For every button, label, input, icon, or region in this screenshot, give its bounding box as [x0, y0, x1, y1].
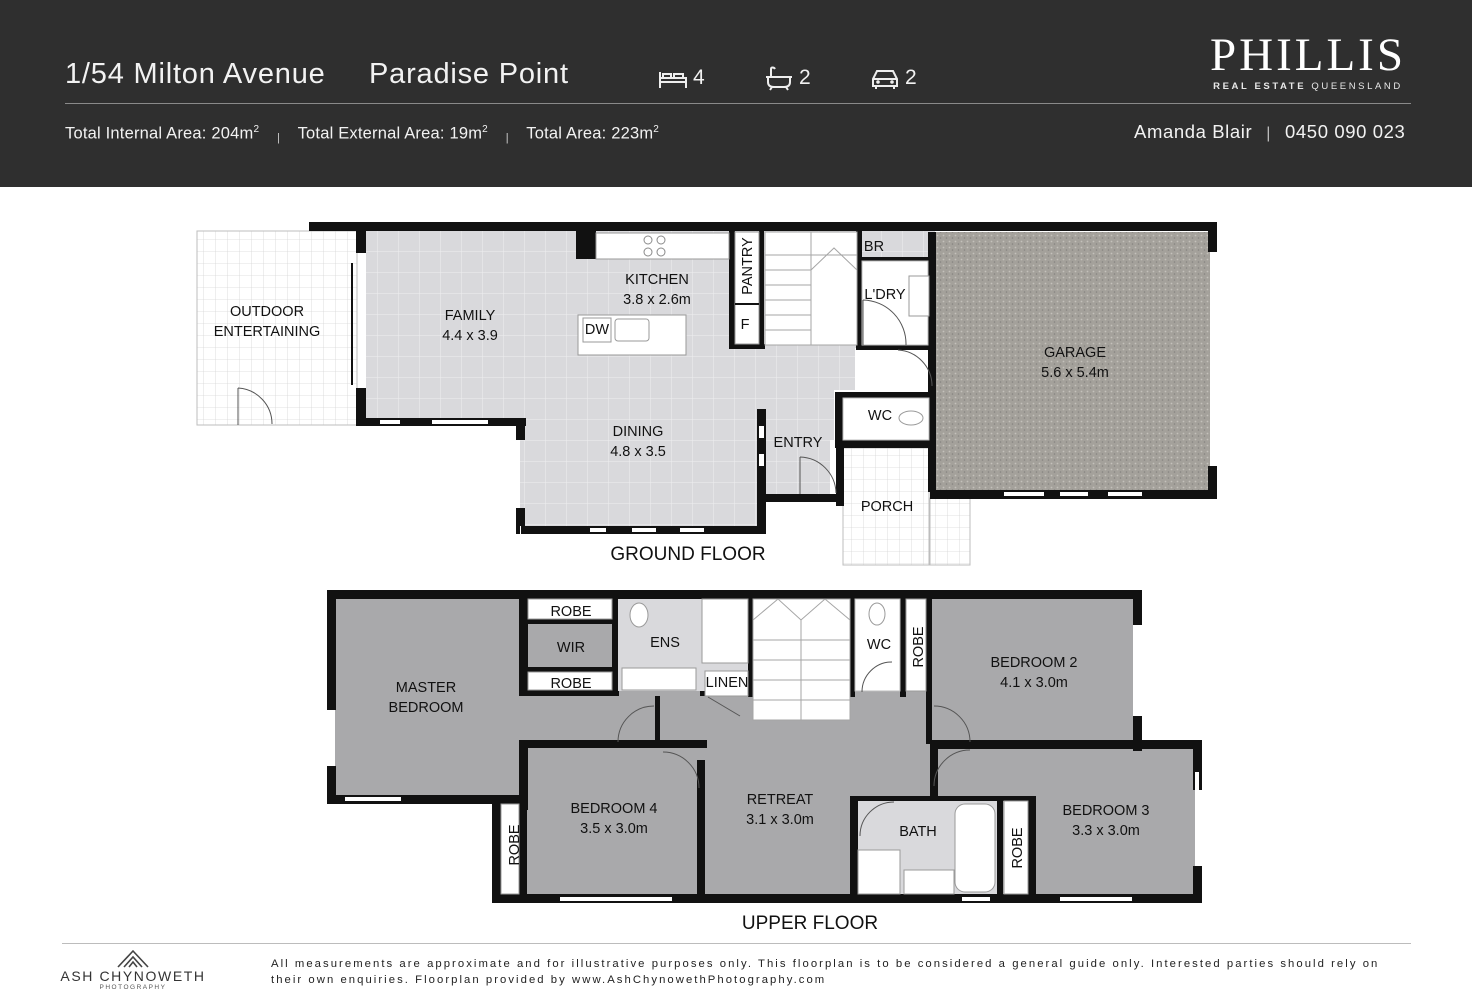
room-label-br: BR [863, 239, 885, 255]
room-label-master: MASTER [395, 680, 457, 696]
photographer-tagline: PHOTOGRAPHY [99, 984, 167, 991]
mountain-logo-icon [116, 948, 150, 968]
linen-label: LINEN [705, 675, 749, 691]
room-label-wc-upper: WC [866, 637, 892, 653]
upper-floor [327, 590, 1202, 934]
listing-header [0, 0, 1472, 187]
room-label-entry: ENTRY [773, 435, 823, 451]
kitchen-bench [596, 233, 729, 259]
area-exponent: 2 [653, 124, 660, 135]
floor-plan [0, 187, 1472, 937]
agent-contact [1134, 121, 1405, 143]
room-label-bedroom4: BEDROOM 4 [570, 801, 658, 817]
agency-logo [1203, 30, 1413, 92]
room-dims-bedroom4: 3.5 x 3.0m [580, 821, 648, 837]
photographer-name: ASH CHYNOWETH [60, 968, 206, 984]
fridge-label: F [740, 317, 750, 333]
room-label-bedroom3: BEDROOM 3 [1062, 803, 1150, 819]
footer-divider [62, 943, 1411, 944]
bathrooms-count: 2 [799, 66, 811, 89]
room-dims-family: 4.4 x 3.9 [442, 328, 498, 344]
room-dims-bedroom3: 3.3 x 3.0m [1072, 823, 1140, 839]
robe-label: ROBE [911, 626, 927, 668]
agency-name: PHILLIS [1210, 29, 1406, 81]
upper-floor-title: UPPER FLOOR [741, 913, 879, 934]
car-icon [869, 65, 901, 91]
room-label-outdoor: OUTDOOR [229, 304, 305, 320]
ensuite-shower [702, 599, 748, 663]
area-exponent: 2 [253, 124, 260, 135]
agent-name: Amanda Blair [1134, 121, 1253, 142]
room-dims-bedroom2: 4.1 x 3.0m [1000, 675, 1068, 691]
room-dims-dining: 4.8 x 3.5 [610, 444, 666, 460]
upper-stairs [753, 599, 850, 720]
property-address: 1/54 Milton Avenue [65, 58, 326, 90]
ground-floor-title: GROUND FLOOR [610, 544, 766, 565]
bath-vanity [904, 870, 954, 894]
room-label-dining: DINING [612, 424, 664, 440]
floor-plan-drawing [0, 187, 1472, 937]
room-label-retreat: RETREAT [746, 792, 814, 808]
room-label-bath: BATH [899, 824, 937, 840]
external-area: Total External Area: 19m [297, 124, 483, 143]
agency-tagline: REAL ESTATE QUEENSLAND [1213, 81, 1403, 92]
area-separator: | [277, 131, 281, 144]
upper-toilet-icon [869, 603, 885, 625]
area-summary [65, 124, 659, 144]
bedrooms-count: 4 [693, 66, 705, 89]
parking-feature [869, 62, 917, 94]
robe-label: ROBE [550, 676, 592, 692]
robe-label: ROBE [550, 604, 592, 620]
bath-shower [858, 850, 900, 894]
ensuite-vanity [622, 668, 696, 690]
laundry-tub [909, 276, 929, 316]
photographer-logo [58, 948, 208, 1000]
header-divider [65, 103, 1411, 104]
room-dims-garage: 5.6 x 5.4m [1041, 365, 1109, 381]
agent-phone[interactable]: 0450 090 023 [1285, 121, 1406, 142]
room-label-ensuite: ENS [650, 635, 680, 651]
property-suburb: Paradise Point [369, 58, 569, 90]
bathtub [955, 804, 995, 892]
wir-label: WIR [556, 640, 586, 656]
disclaimer-text: All measurements are approximate and for illustrative purposes only. This floorplan is to be considered a general guide only. Interested parties should rely on their own enquiries. Floorplan provided by www.AshChynowethPhotography.com [271, 958, 1380, 986]
ground-floor [197, 222, 1217, 565]
parking-count: 2 [905, 66, 917, 89]
area-exponent: 2 [482, 124, 488, 135]
agent-separator: | [1266, 125, 1272, 142]
ground-stairs [765, 232, 857, 345]
internal-area: Total Internal Area: 204m [65, 124, 254, 143]
robe-label: ROBE [507, 824, 523, 866]
toilet-icon [899, 411, 923, 425]
room-label-family: FAMILY [444, 308, 496, 324]
area-separator: | [505, 131, 509, 144]
room-label-laundry: L'DRY [864, 287, 906, 303]
room-label-garage: GARAGE [1043, 345, 1107, 361]
bedrooms-feature [657, 62, 705, 94]
porch-step [930, 498, 970, 565]
room-label-outdoor-line2: ENTERTAINING [213, 324, 321, 340]
room-dims-retreat: 3.1 x 3.0m [746, 812, 814, 828]
room-dims-kitchen: 3.8 x 2.6m [623, 292, 691, 308]
bath-icon [763, 65, 795, 91]
pantry-label: PANTRY [740, 237, 756, 295]
room-label-kitchen: KITCHEN [625, 272, 689, 288]
room-label-wc-ground: WC [867, 408, 893, 424]
room-label-bedroom2: BEDROOM 2 [990, 655, 1078, 671]
ensuite-toilet-icon [630, 603, 648, 627]
bathrooms-feature [763, 62, 811, 94]
total-area: Total Area: 223m [526, 124, 654, 143]
dishwasher-label: DW [584, 322, 610, 338]
robe-label: ROBE [1010, 827, 1026, 869]
room-label-master-line2: BEDROOM [388, 700, 464, 716]
garage-floor [935, 232, 1210, 490]
bed-icon [657, 65, 689, 91]
room-label-porch: PORCH [860, 499, 914, 515]
